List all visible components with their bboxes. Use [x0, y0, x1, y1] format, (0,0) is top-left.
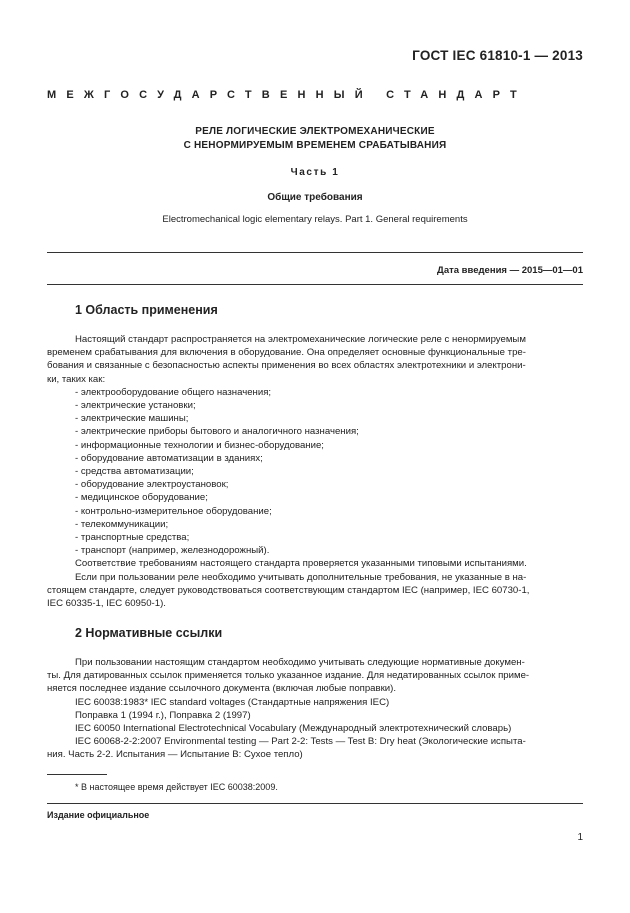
paragraph-line: Настоящий стандарт распространяется на электромеханические логические реле с ненормируемым — [75, 334, 526, 345]
divider-footer — [47, 803, 583, 804]
introduction-date: Дата введения — 2015—01—01 — [437, 265, 583, 276]
list-item: - оборудование электроустановок; — [75, 479, 229, 491]
list-item: - телекоммуникации; — [75, 518, 169, 530]
paragraph-line: стоящем стандарте, следует руководствоваться соответствующим стандартом IEC (например, IEC 60730-1, — [47, 584, 530, 596]
list-item: - электрические приборы бытового и аналогичного назначения; — [75, 426, 359, 438]
paragraph-line: ки, таких как: — [47, 373, 106, 385]
paragraph-line: временем срабатывания для включения в оборудование. Она определяет основные функциональные тре- — [47, 347, 526, 359]
divider-top — [47, 252, 583, 253]
list-item: - транспортные средства; — [75, 532, 190, 544]
section-2-body — [47, 656, 583, 762]
list-item: - контрольно-измерительное оборудование; — [75, 505, 272, 517]
title-block — [47, 125, 583, 225]
reference-item: IEC 60050 International Electrotechnical Vocabulary (Международный электротехнический словарь) — [75, 723, 512, 735]
paragraph-line: ты. Для датированных ссылок применяется только указанное издание. Для недатированных ссылок приме- — [47, 670, 530, 682]
standard-code: ГОСТ IEC 61810-1 — 2013 — [412, 48, 583, 63]
subtitle: Общие требования — [267, 192, 363, 203]
paragraph-line: няется последнее издание ссылочного документа (включая любые поправки). — [47, 683, 397, 695]
paragraph-line: IEC 60335-1, IEC 60950-1). — [47, 598, 166, 610]
section-1-heading: 1 Область применения — [75, 303, 218, 317]
section-2-heading: 2 Нормативные ссылки — [75, 626, 223, 640]
english-title: Electromechanical logic elementary relays. Part 1. General requirements — [162, 214, 468, 225]
paragraph-line: Если при пользовании реле необходимо учитывать дополнительные требования, не указанные в на- — [75, 571, 527, 583]
reference-item: IEC 60038:1983* IEC standard voltages (Стандартные напряжения IEC) — [75, 696, 390, 708]
section-1-body — [47, 333, 583, 610]
paragraph-line: бования и связанные с безопасностью аспекты применения во всех областях электротехники и электрони- — [47, 360, 526, 372]
footnote-separator — [47, 774, 107, 775]
reference-item: Поправка 1 (1994 г.), Поправка 2 (1997) — [75, 709, 251, 721]
reference-item: IEC 60068-2-2:2007 Environmental testing — Part 2-2: Tests — Test B: Dry heat (Экологические испыта- — [75, 736, 526, 748]
edition-label: Издание официальное — [47, 810, 150, 820]
reference-continuation: ния. Часть 2-2. Испытания — Испытание B: Сухое тепло) — [47, 749, 303, 761]
list-item: - медицинское оборудование; — [75, 492, 208, 504]
list-item: - оборудование автоматизации в зданиях; — [75, 452, 263, 464]
page-number: 1 — [577, 832, 583, 843]
title-line-1: РЕЛЕ ЛОГИЧЕСКИЕ ЭЛЕКТРОМЕХАНИЧЕСКИЕ — [195, 126, 435, 137]
paragraph-line: Соответствие требованиям настоящего стандарта проверяется указанными типовыми испытаниями. — [75, 558, 527, 570]
divider-date — [47, 284, 583, 285]
paragraph-line: При пользовании настоящим стандартом необходимо учитывать следующие нормативные докумен- — [75, 657, 525, 668]
part-label: Часть 1 — [290, 167, 340, 178]
list-item: - электрооборудование общего назначения; — [75, 386, 272, 398]
interstate-standard-label: МЕЖГОСУДАРСТВЕННЫЙ СТАНДАРТ — [47, 89, 527, 101]
list-item: - средства автоматизации; — [75, 466, 194, 478]
list-item: - электрические установки; — [75, 400, 196, 412]
footnote: * В настоящее время действует IEC 60038:2009. — [75, 782, 278, 792]
title-line-2: С НЕНОРМИРУЕМЫМ ВРЕМЕНЕМ СРАБАТЫВАНИЯ — [183, 140, 447, 151]
list-item: - информационные технологии и бизнес-оборудование; — [75, 439, 324, 451]
list-item: - электрические машины; — [75, 413, 189, 425]
list-item: - транспорт (например, железнодорожный). — [75, 545, 270, 557]
